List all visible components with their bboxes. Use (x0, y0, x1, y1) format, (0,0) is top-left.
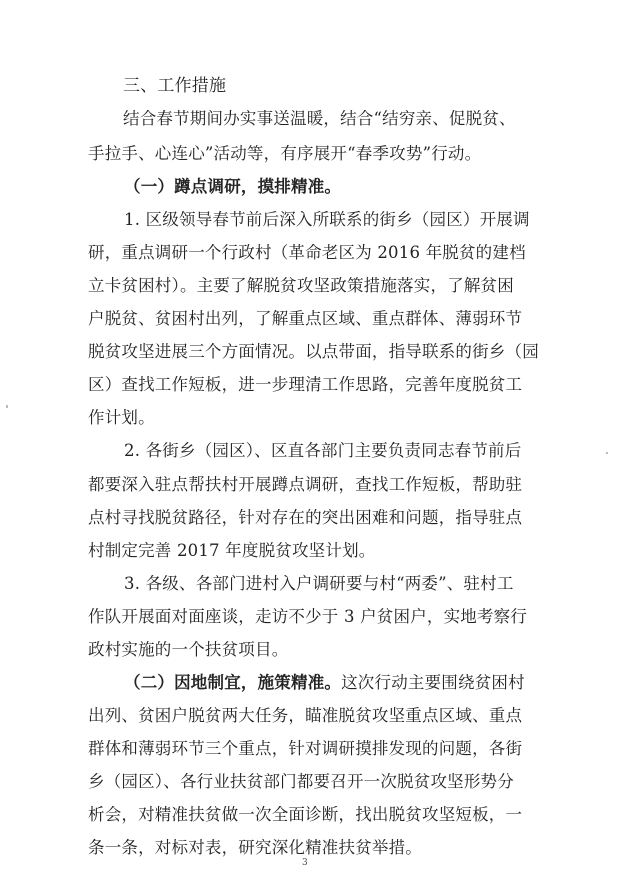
sub2-line: 出列、贫困户脱贫两大任务，瞄准脱贫攻坚重点区域、重点 (88, 706, 523, 725)
intro-line-2: 手拉手、心连心”活动等，有序展开“春季攻势”行动。 (88, 144, 482, 163)
sub2-line: 群体和薄弱环节三个重点，针对调研摸排发现的问题，各街 (88, 739, 523, 758)
item1-line: 作计划。 (88, 408, 155, 427)
item3-line: 政村实施的一个扶贫项目。 (88, 640, 289, 659)
item1-line: 研，重点调研一个行政村（革命老区为 2016 年脱贫的建档 (88, 243, 526, 262)
item2-line: 点村寻找脱贫路径，针对存在的突出困难和问题，指导驻点 (88, 508, 523, 527)
sub2-line: 析会，对精准扶贫做一次全面诊断，找出脱贫攻坚短板，一 (88, 805, 523, 824)
sub2-title: （二）因地制宜，施策精准。 (124, 673, 342, 692)
sub2-first-rest: 这次行动主要围绕贫困村 (341, 673, 525, 692)
item1-line: 1. 区级领导春节前后深入所联系的街乡（园区）开展调 (124, 210, 530, 229)
item1-line: 区）查找工作短板，进一步理清工作思路，完善年度脱贫工 (88, 375, 523, 394)
scan-speck (606, 452, 608, 454)
item2-line: 2. 各街乡（园区）、区直各部门主要负责同志春节前后 (124, 441, 522, 460)
intro-line-1: 结合春节期间办实事送温暖，结合“结穷亲、促脱贫、 (123, 109, 516, 128)
sub2-line: 乡（园区）、各行业扶贫部门都要召开一次脱贫攻坚形势分 (88, 772, 514, 791)
item1-line: 户脱贫、贫困村出列，了解重点区域、重点群体、薄弱环节 (88, 309, 523, 328)
item2-line: 都要深入驻点帮扶村开展蹲点调研，查找工作短板，帮助驻 (88, 475, 523, 494)
sub1-title: （一）蹲点调研，摸排精准。 (124, 177, 342, 196)
sub2-first-line (124, 672, 525, 694)
item1-line: 脱贫攻坚进展三个方面情况。以点带面，指导联系的街乡（园 (88, 342, 539, 361)
section-heading: 三、工作措施 (123, 76, 227, 96)
item3-line: 3. 各级、各部门进村入户调研要与村“两委”、驻村工 (124, 574, 514, 593)
item2-line: 村制定完善 2017 年度脱贫攻坚计划。 (88, 541, 376, 560)
scan-speck (6, 405, 8, 408)
item3-line: 作队开展面对面座谈，走访不少于 3 户贫困户，实地考察行 (88, 607, 528, 626)
item1-line: 立卡贫困村）。主要了解脱贫攻坚政策措施落实，了解贫困 (88, 276, 514, 295)
sub2-line: 条一条，对标对表，研究深化精准扶贫举措。 (88, 838, 422, 857)
page-number: 3 (302, 858, 308, 868)
